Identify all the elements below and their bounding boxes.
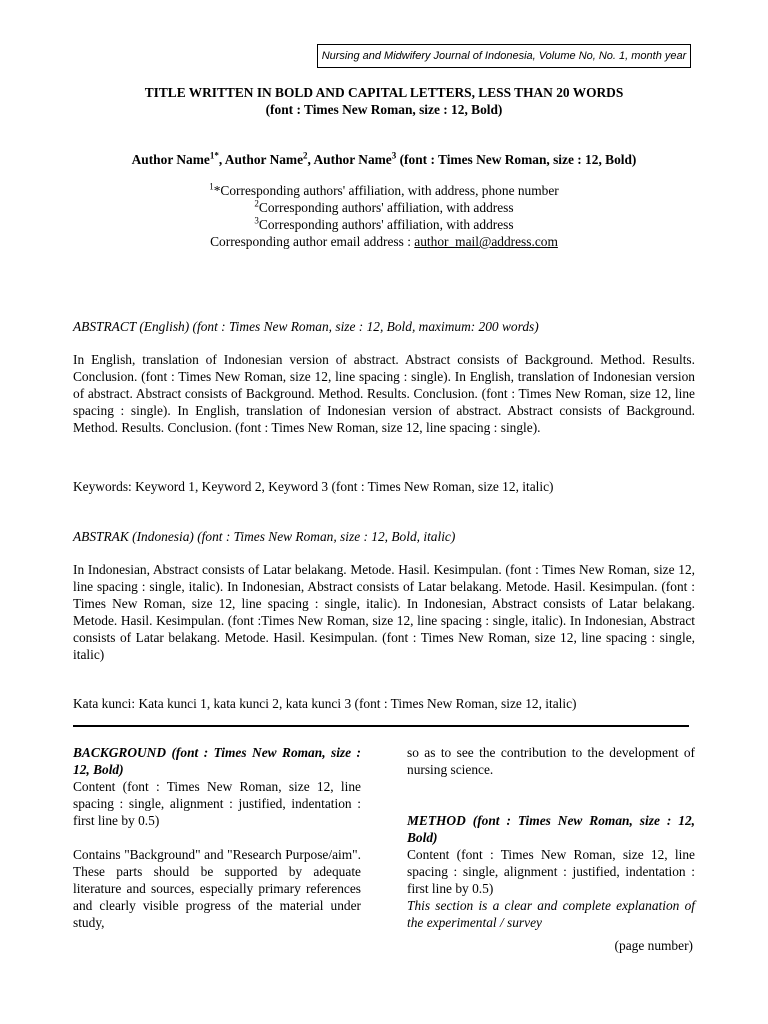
author-3-sup: 3 [391, 150, 397, 161]
method-content-note: Content (font : Times New Roman, size 12, line spacing : single, alignment : justified, indentation : first line by 0.5) [407, 847, 695, 896]
background-paragraph: Contains "Background" and "Research Purpose/aim". These parts should be supported by adequate literature and sources, especially primary references and clearly visible progress of the material under study, [73, 847, 361, 930]
affiliation-1: $^1$*Corresponding authors' affiliation, with address, phone number [209, 181, 559, 198]
title-line-2: (font : Times New Roman, size : 12, Bold) [265, 102, 503, 117]
background-continuation: so as to see the contribution to the development of nursing science. [407, 745, 695, 777]
left-column [73, 744, 361, 931]
affiliation-2: $^2$Corresponding authors' affiliation, with address [254, 198, 514, 215]
affiliation-3: $^3$Corresponding authors' affiliation, with address [254, 215, 514, 232]
background-heading: BACKGROUND (font : Times New Roman, size : 12, Bold) [73, 745, 361, 777]
author-font-note: (font : Times New Roman, size : 12, Bold) [399, 152, 637, 167]
email-link[interactable]: author_mail@address.com [414, 234, 558, 249]
abstract-en-heading: ABSTRACT (English) (font : Times New Roman, size : 12, Bold, maximum: 200 words) [73, 319, 539, 334]
abstract-id-heading: ABSTRAK (Indonesia) (font : Times New Roman, size : 12, Bold, italic) [73, 529, 456, 544]
method-paragraph: This section is a clear and complete explanation of the experimental / survey [407, 898, 695, 930]
author-2: Author Name [224, 152, 304, 167]
author-list: Author Name$^{1*}$, Author Name$^2$, Author Name$^3$ (font : Times New Roman, size : 12, Bold) [131, 150, 637, 167]
corresponding-email-line: Corresponding author email address : author_mail@address.com [210, 234, 558, 249]
abstract-id-body: In Indonesian, Abstract consists of Latar belakang. Metode. Hasil. Kesimpulan. (font : Times New Roman, size 12, line spacing : single, italic). In Indonesian, Abstract consists of Latar belakang. Metode. Hasil. Kesimpulan. (font : Times New Roman, size 12, line spacing : single, italic). In Indonesian, Abstract consists of Latar belakang. Metode. Hasil. Kesimpulan. (font :Times New Roman, size 12, line spacing : single, italic). In Indonesian, Abstract consists of Latar belakang. Metode. Hasil. Kesimpulan. (font : Times New Roman, size 12, line spacing : single, italic) [73, 562, 695, 662]
abstract-en-body: In English, translation of Indonesian version of abstract. Abstract consists of Background. Method. Results. Conclusion. (font : Times New Roman, size 12, line spacing : single). In English, translation of Indonesian version of abstract. Abstract consists of Background. Method. Results. Conclusion. (font : Times New Roman, size 12, line spacing : single). In English, translation of Indonesian version of abstract. Abstract consists of Background. Method. Results. Conclusion. (font : Times New Roman, size 12, line spacing : single). [73, 352, 695, 435]
right-column [407, 744, 695, 931]
author-3: Author Name [313, 152, 392, 167]
section-divider [73, 725, 689, 727]
method-heading: METHOD (font : Times New Roman, size : 12, Bold) [407, 813, 695, 845]
journal-header: Nursing and Midwifery Journal of Indonesia, Volume No, No. 1, month year [317, 44, 691, 68]
page-number: (page number) [614, 938, 693, 953]
affiliations [0, 182, 768, 250]
abstract-en-keywords: Keywords: Keyword 1, Keyword 2, Keyword 3 (font : Times New Roman, size 12, italic) [73, 479, 554, 494]
author-2-sup: 2 [303, 150, 308, 161]
background-content-note: Content (font : Times New Roman, size 12, line spacing : single, alignment : justified, indentation : first line by 0.5) [73, 779, 361, 828]
author-1-sup: 1* [209, 150, 219, 161]
paper-title [0, 84, 768, 118]
abstract-id-keywords: Kata kunci: Kata kunci 1, kata kunci 2, kata kunci 3 (font : Times New Roman, size 12, italic) [73, 696, 577, 711]
author-1: Author Name [131, 152, 210, 167]
title-line-1: TITLE WRITTEN IN BOLD AND CAPITAL LETTERS, LESS THAN 20 WORDS [144, 85, 624, 100]
